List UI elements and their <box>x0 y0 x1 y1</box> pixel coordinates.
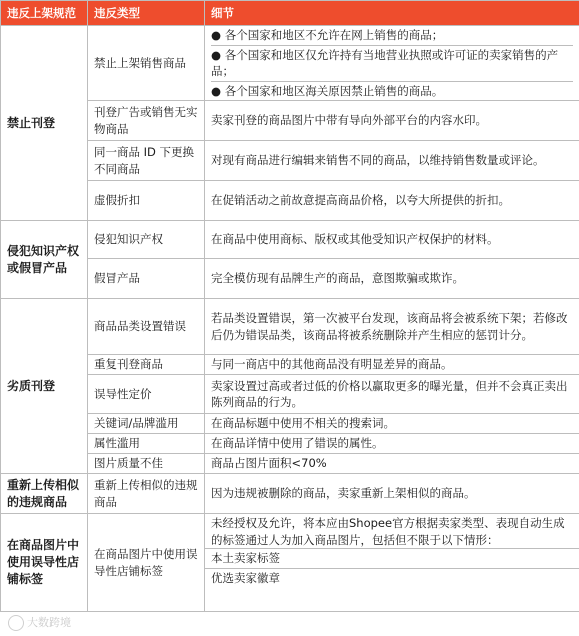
type-cell: 禁止上架销售商品 <box>88 26 205 101</box>
watermark-logo-icon <box>8 615 24 631</box>
header-violation-type: 违反类型 <box>88 1 205 26</box>
table-row <box>1 514 579 612</box>
type-cell: 侵犯知识产权 <box>88 221 205 259</box>
type-cell: 刊登广告或销售无实物商品 <box>88 101 205 141</box>
table-row <box>1 26 579 101</box>
detail-text: 未经授权及允许，将本应由Shopee官方根据卖家类型、表现自动生成的标签通过人为加入商品图片，包括但不限于以下情形： <box>211 516 565 547</box>
detail-cell: 商品占图片面积<70% <box>205 454 579 474</box>
detail-cell: 在商品详情中使用了错误的属性。 <box>205 434 579 454</box>
table-row <box>1 474 579 514</box>
type-cell: 商品品类设置错误 <box>88 299 205 355</box>
table-row <box>1 181 579 221</box>
table-row <box>1 259 579 299</box>
type-cell: 同一商品 ID 下更换不同商品 <box>88 141 205 181</box>
detail-cell: 卖家设置过高或者过低的价格以赢取更多的曝光量，但并不会真正卖出陈列商品的行为。 <box>205 375 579 414</box>
detail-cell: 在商品中使用商标、版权或其他受知识产权保护的材料。 <box>205 221 579 259</box>
category-prohibited-listing: 禁止刊登 <box>1 26 88 221</box>
detail-cell: 卖家刊登的商品图片中带有导向外部平台的内容水印。 <box>205 101 579 141</box>
table-row <box>1 375 579 414</box>
category-relist-violation: 重新上传相似的违规商品 <box>1 474 88 514</box>
category-inferior-listing: 劣质刊登 <box>1 299 88 474</box>
detail-cell <box>205 26 579 101</box>
detail-cell: 与同一商店中的其他商品没有明显差异的商品。 <box>205 355 579 375</box>
type-cell: 虚假折扣 <box>88 181 205 221</box>
header-details: 细节 <box>205 1 579 26</box>
header-violation-norm: 违反上架规范 <box>1 1 88 26</box>
bullet-item: ● 各个国家和地区海关原因禁止销售的商品。 <box>211 83 444 98</box>
table-row <box>1 221 579 259</box>
type-cell: 关键词/品牌滥用 <box>88 414 205 434</box>
table-header-row <box>1 1 579 26</box>
type-cell: 重新上传相似的违规商品 <box>88 474 205 514</box>
detail-cell: 在商品标题中使用不相关的搜索词。 <box>205 414 579 434</box>
watermark-text: 大数跨境 <box>27 616 71 629</box>
type-cell: 重复刊登商品 <box>88 355 205 375</box>
detail-cell: 对现有商品进行编辑来销售不同的商品，以维持销售数量或评论。 <box>205 141 579 181</box>
type-cell: 图片质量不佳 <box>88 454 205 474</box>
detail-cell: 在促销活动之前故意提高商品价格，以夸大所提供的折扣。 <box>205 181 579 221</box>
type-cell: 假冒产品 <box>88 259 205 299</box>
detail-cell: 若品类设置错误，第一次被平台发现，该商品将会被系统下架；若修改后仍为错误品类，该商品将被系统删除并产生相应的惩罚计分。 <box>205 299 579 355</box>
table-row <box>1 454 579 474</box>
bullet-item: ● 各个国家和地区仅允许持有当地营业执照或许可证的卖家销售的产品； <box>211 46 573 82</box>
detail-cell: 因为违规被删除的商品，卖家重新上架相似的商品。 <box>205 474 579 514</box>
type-cell: 误导性定价 <box>88 375 205 414</box>
category-ip-infringement: 侵犯知识产权或假冒产品 <box>1 221 88 299</box>
sub-item: 本土卖家标签 <box>205 548 579 568</box>
bullet-item: ● 各个国家和地区不允许在网上销售的商品； <box>211 26 573 46</box>
table-row <box>1 355 579 375</box>
table-row <box>1 434 579 454</box>
table-row <box>1 141 579 181</box>
watermark <box>8 614 71 631</box>
table-row <box>1 101 579 141</box>
type-cell: 在商品图片中使用误导性店铺标签 <box>88 514 205 612</box>
category-misleading-label: 在商品图片中使用误导性店铺标签 <box>1 514 88 612</box>
table-row <box>1 299 579 355</box>
sub-item: 优选卖家徽章 <box>205 568 579 588</box>
type-cell: 属性滥用 <box>88 434 205 454</box>
detail-cell <box>205 514 579 612</box>
detail-cell: 完全模仿现有品牌生产的商品，意图欺骗或欺诈。 <box>205 259 579 299</box>
table-row <box>1 414 579 434</box>
